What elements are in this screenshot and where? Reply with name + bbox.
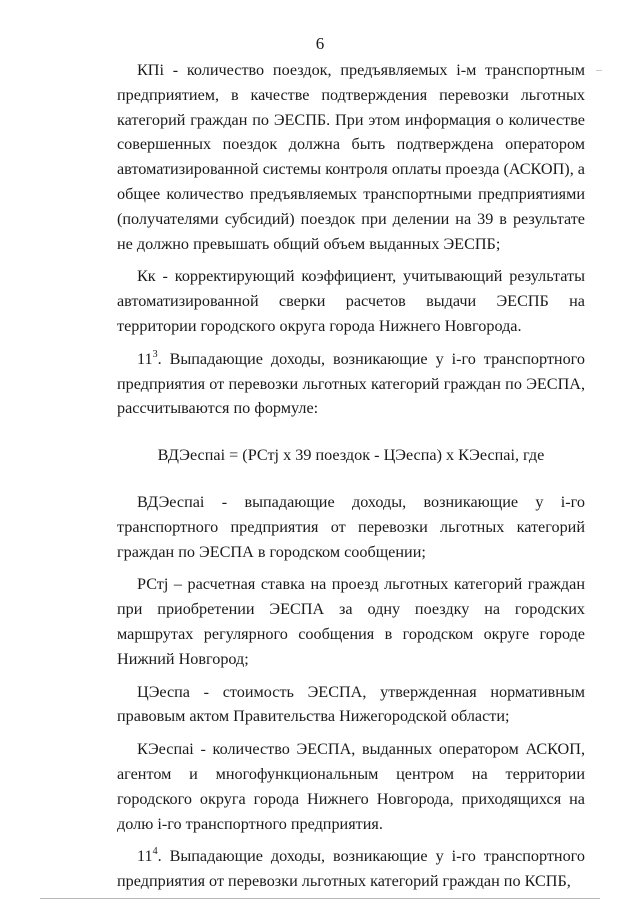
paragraph-11-4 [117,844,585,894]
paragraph-rst-definition: РСтj – расчетная ставка на проезд льготных категорий граждан при приобретении ЭЕСПА за одну поездку на городских маршрутах регулярного сообщения в городском округе городе Нижний Новгород; [117,575,585,668]
clause-number: 11 [137,349,153,368]
clause-text: . Выпадающие доходы, возникающие у i-го транспортного предприятия от перевозки льготных категорий граждан по КСПБ, [117,847,585,891]
scan-edge-mark [596,70,602,71]
formula: ВДЭеспаi = (РСтj х 39 поездок - ЦЭеспа) х КЭеспаi, где [157,446,545,465]
paragraph-vd-definition: ВДЭеспаi - выпадающие доходы, возникающие у i-го транспортного предприятия от перевозки льготных категорий граждан по ЭЕСПА в городском сообщении; [117,492,585,561]
paragraph-ke-definition: КЭеспаi - количество ЭЕСПА, выданных оператором АСКОП, агентом и многофункциональным центром на территории городского округа города Нижнего Новгорода, приходящихся на долю i-го транспортного предприятия. [117,740,585,833]
paragraph-11-3 [117,347,585,421]
clause-text: . Выпадающие доходы, возникающие у i-го транспортного предприятия от перевозки льготных категорий граждан по ЭЕСПА, рассчитываются по формуле: [117,349,585,418]
paragraph-tse-definition: ЦЭеспа - стоимость ЭЕСПА, утвержденная нормативным правовым актом Правительства Нижегородской области; [117,682,585,726]
paragraph-kk-definition: Кк - корректирующий коэффициент, учитывающий результаты автоматизированной сверки расчетов выдачи ЭЕСПБ на территории городского округа города Нижнего Новгорода. [117,267,585,335]
clause-superscript: 4 [152,846,158,858]
paragraph-kpi-definition: КПi - количество поездок, предъявляемых i-м транспортным предприятием, в качестве подтверждения перевозки льготных категорий граждан по ЭЕСПБ. При этом информация о количестве совершенных поездок должна быть подтверждена оператором автоматизированной системы контроля оплаты проезда (АСКОП), а общее количество предъявляемых транспортными предприятиями (получателями субсидий) поездок при делении на 39 в результате не должно превышать общий объем выданных ЭЕСПБ; [117,61,585,253]
scan-bottom-line [40,898,600,899]
clause-superscript: 3 [152,348,158,360]
page-number: 6 [315,34,325,53]
clause-number: 11 [137,847,153,866]
document-body [117,58,585,902]
